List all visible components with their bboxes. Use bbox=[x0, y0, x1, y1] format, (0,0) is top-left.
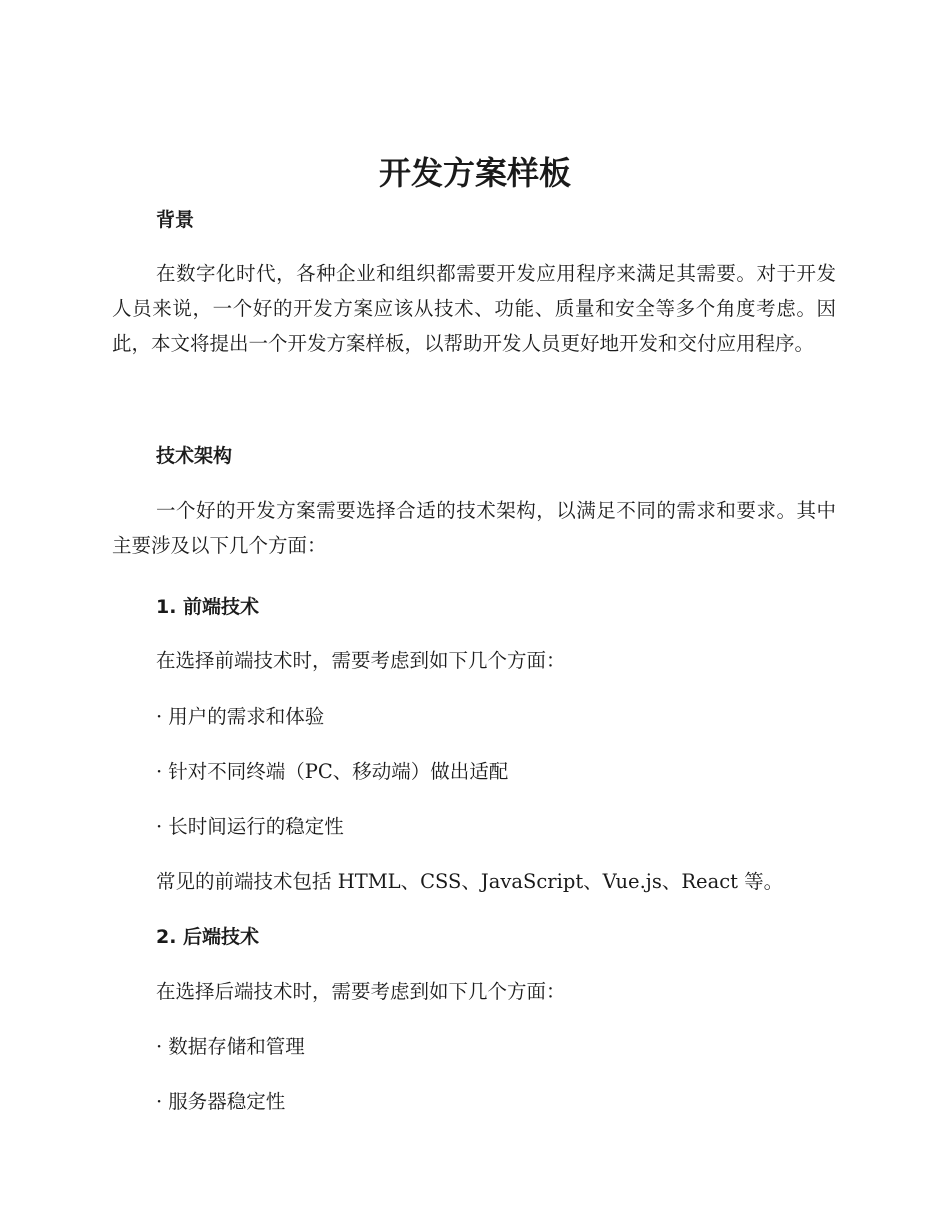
section-heading-architecture: 技术架构 bbox=[156, 445, 233, 467]
list-item bbox=[156, 702, 324, 732]
document-title: 开发方案样板 bbox=[378, 154, 571, 192]
list-item bbox=[156, 1087, 285, 1117]
bullet-mark: · bbox=[156, 815, 163, 838]
paragraph-architecture: 一个好的开发方案需要选择合适的技术架构，以满足不同的需求和要求。其中主要涉及以下几个方面： bbox=[112, 499, 836, 557]
frontend-point-2: 针对不同终端（PC、移动端）做出适配 bbox=[168, 760, 509, 783]
paragraph-background: 在数字化时代，各种企业和组织都需要开发应用程序来满足其需要。对于开发人员来说，一个好的开发方案应该从技术、功能、质量和安全等多个角度考虑。因此，本文将提出一个开发方案样板，以帮助开发人员更好地开发和交付应用程序。 bbox=[112, 262, 836, 355]
list-item bbox=[156, 1032, 305, 1062]
frontend-common-tech: 常见的前端技术包括 HTML、CSS、JavaScript、Vue.js、React 等。 bbox=[156, 870, 784, 893]
backend-point-1: 数据存储和管理 bbox=[168, 1035, 305, 1058]
frontend-intro: 在选择前端技术时，需要考虑到如下几个方面： bbox=[156, 649, 566, 672]
subsection-heading-backend: 2. 后端技术 bbox=[156, 926, 260, 948]
backend-point-2: 服务器稳定性 bbox=[168, 1090, 286, 1113]
frontend-point-3: 长时间运行的稳定性 bbox=[168, 815, 344, 838]
list-item bbox=[156, 757, 508, 787]
backend-intro: 在选择后端技术时，需要考虑到如下几个方面： bbox=[156, 980, 566, 1003]
subsection-heading-frontend: 1. 前端技术 bbox=[156, 596, 260, 618]
frontend-point-1: 用户的需求和体验 bbox=[168, 705, 325, 728]
bullet-mark: · bbox=[156, 1090, 163, 1113]
section-heading-background: 背景 bbox=[156, 209, 195, 231]
bullet-mark: · bbox=[156, 705, 163, 728]
list-item bbox=[156, 812, 344, 842]
bullet-mark: · bbox=[156, 760, 163, 783]
bullet-mark: · bbox=[156, 1035, 163, 1058]
